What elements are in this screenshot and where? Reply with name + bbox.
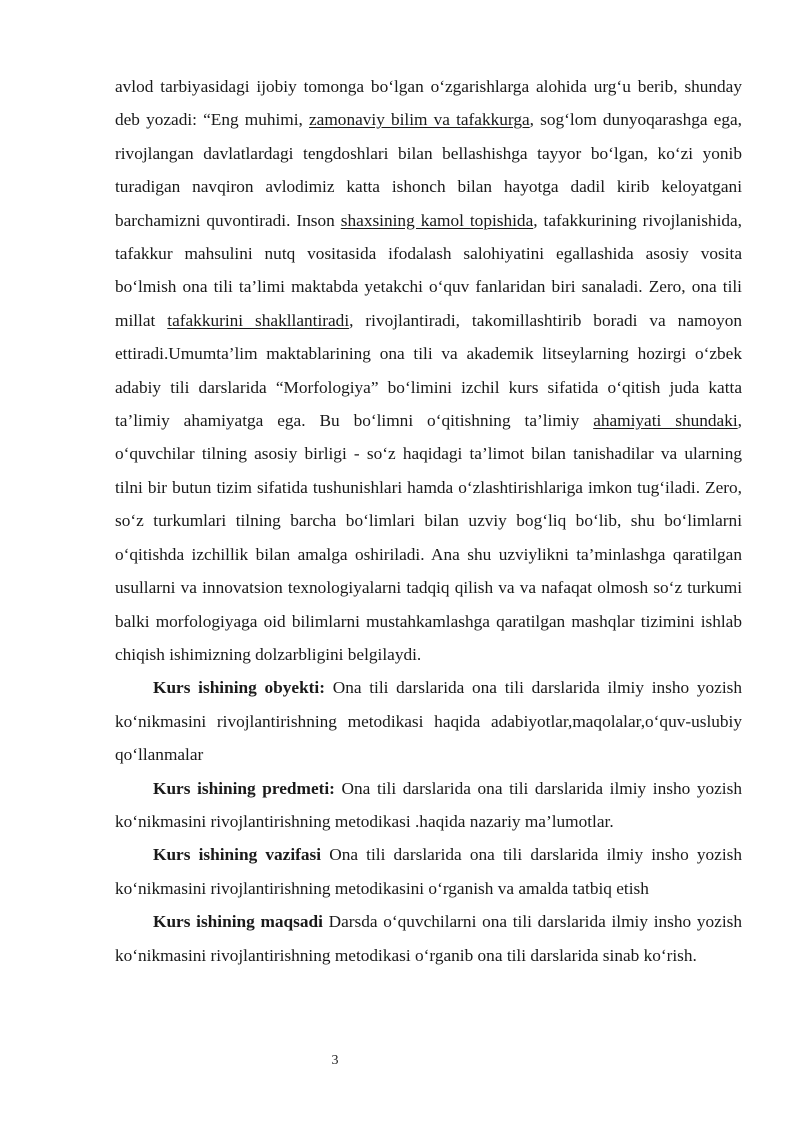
task-paragraph [115, 838, 742, 905]
subject-text: Ona tili darslarida ona tili darslarida ilmiy insho yozish ko‘nikmasini rivojlantirishning metodikasi .haqida nazariy ma’lumotlar. [115, 778, 742, 831]
hyperlink-zamonaviy-bilim[interactable]: zamonaviy bilim va tafakkurga [309, 110, 530, 130]
subject-paragraph [115, 772, 742, 839]
body-paragraph [115, 70, 742, 671]
hyperlink-shaxsining-kamol[interactable]: shaxsining kamol topishida [340, 210, 534, 230]
paragraph-text: , rivojlantiradi, takomillashtirib boradi va namoyon ettiradi.Umumta’lim maktablarining ona tili va akademik litseylarning hozirgi o‘zbek adabiy tili darslarida “Morfologiya” bo‘limini izchil kurs sifatida o‘qitish juda katta ta’limiy ahamiyatga ega. Bu bo‘limni o‘qitishning ta’limiy [115, 310, 742, 431]
task-text: Ona tili darslarida ona tili darslarida ilmiy insho yozish ko‘nikmasini rivojlantirishning metodikasini o‘rganish va amalda tatbiq etish [115, 845, 742, 898]
goal-label: Kurs ishining maqsadi [153, 912, 323, 932]
paragraph-text: , o‘quvchilar tilning asosiy birligi - so‘z haqidagi ta’limot bilan tanishadilar va ularning tilni bir butun tizim sifatida tushunishlari hamda o‘zlashtirishlariga imkon tug‘iladi. Zero, so‘z turkumlari tilning barcha bo‘limlari bilan uzviy bog‘liq bo‘lib, shu bo‘limlarni o‘qitishda izchillik bilan amalga oshiriladi. Ana shu uzviylikni ta’minlashga qaratilgan usullarni va innovatsion texnologiyalarni tadqiq qilish va va nafaqat olmosh so‘z turkumi balki morfologiyaga oid bilimlarni mustahkamlashga qaratilgan mashqlar tizimini ishlab chiqish ishimizning dolzarbligini belgilaydi. [115, 411, 742, 664]
object-paragraph [115, 671, 742, 771]
page-number: 3 [331, 1053, 339, 1068]
object-label: Kurs ishining obyekti: [153, 678, 325, 698]
goal-paragraph [115, 905, 742, 972]
hyperlink-tafakkurini[interactable]: tafakkurini shakllantiradi [167, 310, 350, 330]
goal-text: Darsda o‘quvchilarni ona tili darslarida ilmiy insho yozish ko‘nikmasini rivojlantirishning metodikasi o‘rganib ona tili darslarida sinab ko‘rish. [115, 912, 742, 965]
object-text: Ona tili darslarida ona tili darslarida ilmiy insho yozish ko‘nikmasini rivojlantirishning metodikasi haqida adabiyotlar,maqolalar,o‘quv-uslubiy qo‘llanmalar [115, 678, 742, 765]
document-page [115, 70, 742, 972]
task-label: Kurs ishining vazifasi [153, 845, 322, 865]
subject-label: Kurs ishining predmeti: [153, 778, 335, 798]
paragraph-text: , sog‘lom dunyoqarashga ega, rivojlangan davlatlardagi tengdoshlari bilan bellashishga tayyor bo‘lgan, ko‘zi yonib turadigan navqiron avlodimiz katta ishonch bilan hayotga dadil kirib keloyatgani barchamizni quvontiradi. Inson [115, 110, 742, 230]
paragraph-text: , tafakkurining rivojlanishida, tafakkur mahsulini nutq vositasida ifodalash salohiyatini egallashida asosiy vosita bo‘lmish ona tili ta’limi maktabda yetakchi o‘quv fanlaridan biri sanaladi. Zero, ona tili millat [115, 210, 742, 330]
hyperlink-ahamiyati[interactable]: ahamiyati shundaki [593, 411, 738, 431]
paragraph-text: avlod tarbiyasidagi ijobiy tomonga bo‘lgan o‘zgarishlarga alohida urg‘u berib, shunday deb yozadi: “Eng muhimi, [115, 77, 742, 130]
